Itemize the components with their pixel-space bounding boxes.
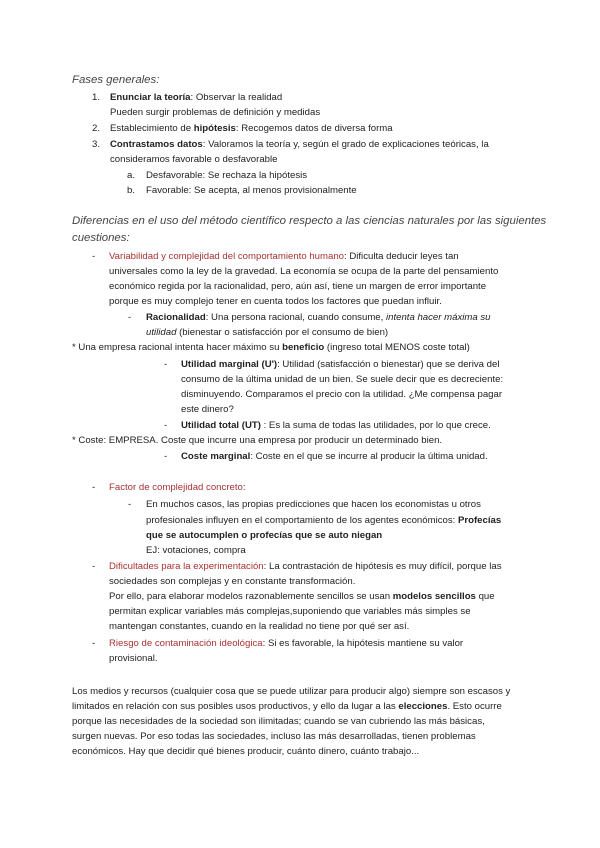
dash-bullet: - xyxy=(92,638,96,649)
term: Contrastamos datos xyxy=(110,139,203,150)
utilidad-total xyxy=(181,420,491,432)
term: Utilidad total (UT) xyxy=(181,420,261,431)
list-item-cont: consideramos favorable o desfavorable xyxy=(110,154,278,165)
factor-colon: : xyxy=(242,482,246,493)
utilidad-marginal-line2: consumo de la última unidad de un bien. Se suele decir que es decreciente: xyxy=(181,374,504,385)
term: Utilidad marginal (U') xyxy=(181,359,278,370)
item-text: . Esto ocurre xyxy=(447,701,502,712)
dificultades-line1 xyxy=(109,561,502,573)
closing-line2 xyxy=(72,701,502,713)
dash-bullet: - xyxy=(92,251,96,262)
factor-line2 xyxy=(146,515,501,527)
diferencias-heading-line2: cuestiones: xyxy=(72,232,130,244)
dash-bullet: - xyxy=(92,561,96,572)
list-number: 3. xyxy=(92,139,101,150)
term: Racionalidad xyxy=(146,312,206,323)
term: elecciones xyxy=(398,701,448,712)
dash-bullet: - xyxy=(164,359,168,370)
coste-note: * Coste: EMPRESA. Coste que incurre una empresa por producir un determinado bien. xyxy=(72,435,443,446)
item-text: : Es la suma de todas las utilidades, por lo que crece. xyxy=(260,420,491,431)
sublist-letter: b. xyxy=(127,185,136,196)
variabilidad-text: : Dificulta deducir leyes tan xyxy=(344,251,459,262)
term: beneficio xyxy=(282,342,325,353)
diferencias-heading-line1: Diferencias en el uso del método científico respecto a las ciencias naturales por las siguientes xyxy=(72,215,547,227)
closing-line5: económicos. Hay que decidir qué bienes producir, cuánto dinero, cuánto trabajo... xyxy=(72,746,420,757)
term: modelos sencillos xyxy=(392,591,476,602)
term: Coste marginal xyxy=(181,451,251,462)
note-text: (ingreso total MENOS coste total) xyxy=(324,342,470,353)
item-text: : Si es favorable, la hipótesis mantiene su valor xyxy=(262,638,464,649)
factor-line4: EJ: votaciones, compra xyxy=(146,545,246,556)
factor-line3: que se autocumplen o profecías que se auto niegan xyxy=(146,530,383,541)
item-text: Por ello, para elaborar modelos razonablemente sencillos se usan xyxy=(109,591,393,602)
closing-line3: porque las necesidades de la sociedad son ilimitadas; cuando se van cubriendo las más básicas, xyxy=(72,716,485,727)
list-number: 2. xyxy=(92,123,101,134)
item-text: Establecimiento de xyxy=(110,123,194,134)
list-item xyxy=(110,139,489,151)
item-text: limitados en relación con sus posibles usos productivos, y ello da lugar a las xyxy=(72,701,399,712)
dificultades-line3 xyxy=(109,591,495,603)
list-item xyxy=(110,123,393,135)
variabilidad-line3: económico regida por la racionalidad, pero, aún así, tiene un margen de error importante xyxy=(109,281,487,292)
dificultades-line5: mantengan constantes, cuando en la realidad no tiene por qué ser así. xyxy=(109,621,410,632)
dash-bullet: - xyxy=(128,312,132,323)
utilidad-marginal-line3: disminuyendo. Comparamos el precio con la utilidad. ¿Me compensa pagar xyxy=(181,389,503,400)
dificultades-line2: sociedades son complejas y en constante transformación. xyxy=(109,576,356,587)
term: Enunciar la teoría xyxy=(110,92,191,103)
riesgo-line1 xyxy=(109,638,463,650)
item-text: profesionales influyen en el comportamiento de los agentes económicos: xyxy=(146,515,458,526)
dash-bullet: - xyxy=(92,482,96,493)
term: Profecías xyxy=(457,515,502,526)
dash-bullet: - xyxy=(164,451,168,462)
item-text: que xyxy=(475,591,495,602)
factor-heading xyxy=(109,482,246,494)
dificultades-line4: permitan explicar variables más complejas,suponiendo que variables más simples se xyxy=(109,606,471,617)
note-text: * Una empresa racional intenta hacer máximo su xyxy=(72,342,283,353)
closing-line4: surgen nuevas. Por eso todas las sociedades, incluso las más desarrolladas, tienen problemas xyxy=(72,731,476,742)
factor-line1: En muchos casos, las propias predicciones que hacen los economistas u otros xyxy=(146,499,481,510)
racionalidad-line2 xyxy=(146,327,388,339)
riesgo-label: Riesgo de contaminación ideológica xyxy=(109,638,263,649)
item-text: : Coste en el que se incurre al producir la última unidad. xyxy=(250,451,488,462)
riesgo-line2: provisional. xyxy=(109,653,158,664)
item-text: : La contrastación de hipótesis es muy difícil, porque las xyxy=(263,561,502,572)
utilidad-marginal-line1 xyxy=(181,359,499,371)
item-text: : Una persona racional, cuando consume, xyxy=(205,312,386,323)
coste-marginal xyxy=(181,451,488,463)
list-item-extra: Pueden surgir problemas de definición y medidas xyxy=(110,107,321,118)
fases-heading: Fases generales: xyxy=(72,74,160,86)
sublist-letter: a. xyxy=(127,170,136,181)
empresa-note xyxy=(72,342,470,354)
item-text: (bienestar o satisfacción por el consumo de bien) xyxy=(176,327,389,338)
racionalidad-line1 xyxy=(146,312,491,324)
list-number: 1. xyxy=(92,92,101,103)
dificultades-label: Dificultades para la experimentación xyxy=(109,561,264,572)
item-text: : Recogemos datos de diversa forma xyxy=(235,123,393,134)
item-text: : Utilidad (satisfacción o bienestar) que se deriva del xyxy=(277,359,500,370)
term: hipótesis xyxy=(193,123,236,134)
sublist-item: Favorable: Se acepta, al menos provisionalmente xyxy=(146,185,357,196)
variabilidad-label: Variabilidad y complejidad del comportamiento humano xyxy=(109,251,344,262)
item-text: : Valoramos la teoría y, según el grado de explicaciones teóricas, la xyxy=(202,139,489,150)
variabilidad-line1 xyxy=(109,251,459,263)
sublist-item: Desfavorable: Se rechaza la hipótesis xyxy=(146,170,308,181)
item-italic: utilidad xyxy=(146,327,177,338)
factor-label: Factor de complejidad concreto xyxy=(109,482,243,493)
dash-bullet: - xyxy=(128,499,132,510)
item-italic: intenta hacer máxima su xyxy=(385,312,491,323)
variabilidad-line2: universales como la ley de la gravedad. La economía se ocupa de la parte del pensamiento xyxy=(109,266,499,277)
utilidad-marginal-line4: este dinero? xyxy=(181,404,234,415)
closing-line1: Los medios y recursos (cualquier cosa que se puede utilizar para producir algo) siempre son escasos y xyxy=(72,686,511,697)
item-text: : Observar la realidad xyxy=(190,92,283,103)
dash-bullet: - xyxy=(164,420,168,431)
list-item xyxy=(110,92,282,104)
variabilidad-line4: porque es muy complejo tener en cuenta todos los factores que puedan influir. xyxy=(109,296,442,307)
